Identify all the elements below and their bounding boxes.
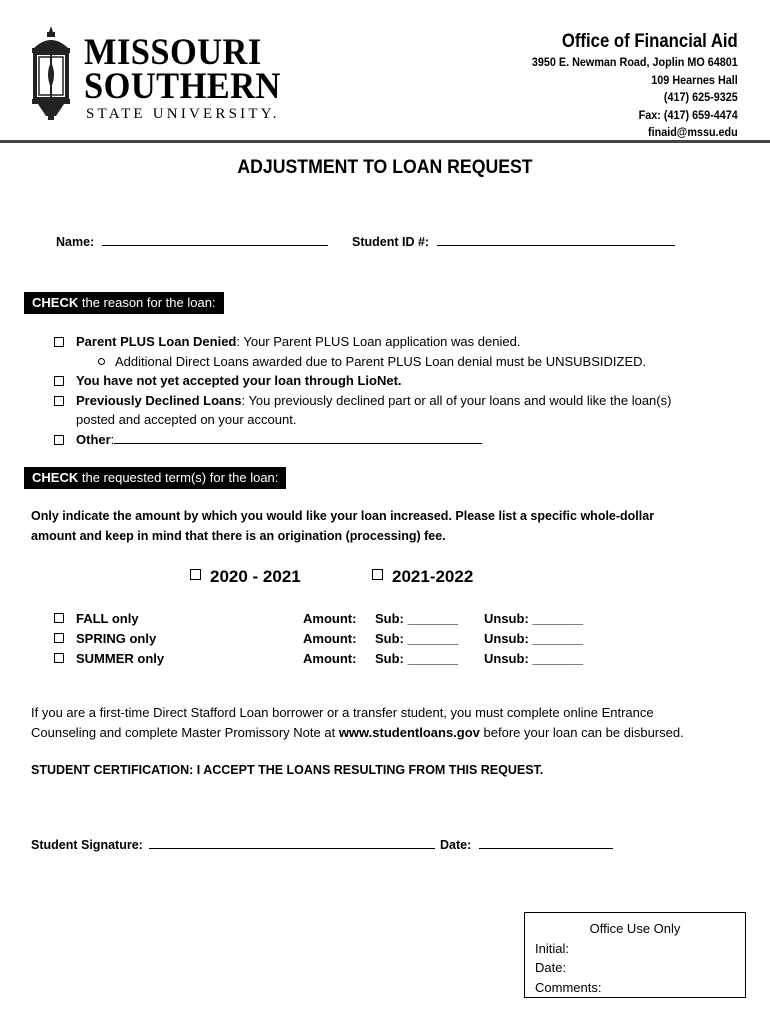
reason-strong: You have not yet accepted your loan through LioNet. <box>76 373 402 388</box>
studentloans-link[interactable]: www.studentloans.gov <box>338 724 480 740</box>
student-id-input-line[interactable] <box>437 234 675 246</box>
increase-note-line2: amount and keep in mind that there is an origination (processing) fee. <box>31 528 446 543</box>
office-use-comments: Comments: <box>535 979 602 995</box>
reason-other <box>54 430 744 450</box>
term-spring <box>54 629 156 649</box>
reason-section-bar <box>24 292 224 314</box>
reason-strong: Parent PLUS Loan Denied <box>76 334 237 349</box>
term-unsub-field[interactable]: Unsub: _______ <box>484 611 583 626</box>
checkbox[interactable] <box>372 569 383 580</box>
lantern-icon <box>26 26 76 120</box>
reason-bar-strong: CHECK <box>32 295 79 310</box>
office-email: finaid@mssu.edu <box>648 125 738 139</box>
checkbox[interactable] <box>54 613 64 623</box>
term-summer <box>54 649 164 669</box>
office-phone: (417) 625-9325 <box>664 90 738 104</box>
term-label: FALL only <box>76 611 139 626</box>
counseling-line1: If you are a first-time Direct Stafford Loan borrower or a transfer student, you must complete online Entrance <box>31 705 654 720</box>
reason-sub-unsubsidized <box>54 352 744 372</box>
term-sub-field[interactable]: Sub: _______ <box>375 611 459 626</box>
year-label: 2021-2022 <box>392 567 474 586</box>
office-fax: Fax: (417) 659-4474 <box>638 107 738 122</box>
term-unsub-field[interactable]: Unsub: _______ <box>484 651 583 666</box>
office-use-box <box>524 912 746 998</box>
signature-label: Student Signature: <box>31 838 143 852</box>
reason-parent-plus <box>54 332 744 352</box>
term-label: SUMMER only <box>76 651 165 666</box>
term-table <box>0 609 770 671</box>
office-title: Office of Financial Aid <box>562 31 738 52</box>
student-id-label: Student ID #: <box>352 235 430 249</box>
checkbox[interactable] <box>54 337 64 347</box>
date-input-line[interactable] <box>479 837 613 849</box>
term-amount-label: Amount: <box>303 631 357 646</box>
name-field <box>56 234 328 250</box>
checkbox[interactable] <box>54 653 64 663</box>
student-certification: STUDENT CERTIFICATION: I ACCEPT THE LOANS RESULTING FROM THIS REQUEST. <box>31 763 544 777</box>
counseling-text: Counseling and complete Master Promissory Note at <box>31 724 339 740</box>
office-use-initial: Initial: <box>535 940 569 956</box>
term-section-bar <box>24 467 286 489</box>
student-id-field <box>352 234 675 250</box>
name-label: Name: <box>56 235 95 249</box>
term-fall <box>54 609 139 629</box>
term-amount-label: Amount: <box>303 651 357 666</box>
reason-strong: Other <box>76 431 111 447</box>
term-sub-field[interactable]: Sub: _______ <box>375 631 459 646</box>
signature-input-line[interactable] <box>149 837 435 849</box>
signature-field <box>31 837 435 853</box>
term-unsub-field[interactable]: Unsub: _______ <box>484 631 583 646</box>
reason-text: : Your Parent PLUS Loan application was denied. <box>236 334 521 349</box>
reason-not-accepted <box>54 371 744 391</box>
term-amount-label: Amount: <box>303 611 357 626</box>
name-input-line[interactable] <box>102 234 328 246</box>
increase-note-line1: Only indicate the amount by which you would like your loan increased. Please list a specific whole-dollar <box>31 509 655 523</box>
office-use-title: Office Use Only <box>589 921 681 936</box>
office-address: 3950 E. Newman Road, Joplin MO 64801 <box>532 55 738 69</box>
document-title: ADJUSTMENT TO LOAN REQUEST <box>237 157 533 178</box>
date-field <box>440 837 613 853</box>
term-bar-strong: CHECK <box>32 470 79 485</box>
reason-bar-text: the reason for the loan: <box>78 295 216 310</box>
university-logo <box>26 26 296 120</box>
counseling-text: before your loan can be disbursed. <box>479 724 684 740</box>
counseling-line2 <box>31 723 751 743</box>
term-label: SPRING only <box>76 631 157 646</box>
office-hall: 109 Hearnes Hall <box>651 72 738 87</box>
year-label: 2020 - 2021 <box>210 567 301 586</box>
date-label: Date: <box>440 838 472 852</box>
reason-previously-declined-cont: posted and accepted on your account. <box>76 412 297 427</box>
term-sub-field[interactable]: Sub: _______ <box>375 651 459 666</box>
term-bar-text: the requested term(s) for the loan: <box>78 470 279 485</box>
checkbox[interactable] <box>54 376 64 386</box>
year-option-2021-2022[interactable] <box>372 566 473 588</box>
circle-bullet-icon <box>98 358 105 365</box>
checkbox[interactable] <box>190 569 201 580</box>
logo-text-missouri: MISSOURI <box>84 32 262 73</box>
header-divider <box>0 140 770 143</box>
checkbox[interactable] <box>54 633 64 643</box>
year-option-2020-2021[interactable] <box>190 566 301 588</box>
logo-text-state-university: STATE UNIVERSITY. <box>86 106 280 122</box>
counseling-note <box>31 703 751 742</box>
checkbox[interactable] <box>54 396 64 406</box>
reason-previously-declined <box>54 391 744 411</box>
reason-text: : <box>110 431 115 447</box>
office-contact-block <box>509 30 738 142</box>
checkbox[interactable] <box>54 435 64 445</box>
logo-text-southern: SOUTHERN <box>84 66 281 107</box>
reason-strong: Previously Declined Loans <box>76 392 242 408</box>
office-use-date: Date: <box>535 960 567 975</box>
increase-note <box>31 507 654 546</box>
reason-sub-text: Additional Direct Loans awarded due to Parent PLUS Loan denial must be UNSUBSIDIZED. <box>115 353 647 369</box>
reason-list <box>54 332 744 449</box>
reason-text: : You previously declined part or all of your loans and would like the loan(s) <box>241 392 672 408</box>
other-input-line[interactable] <box>114 432 482 444</box>
